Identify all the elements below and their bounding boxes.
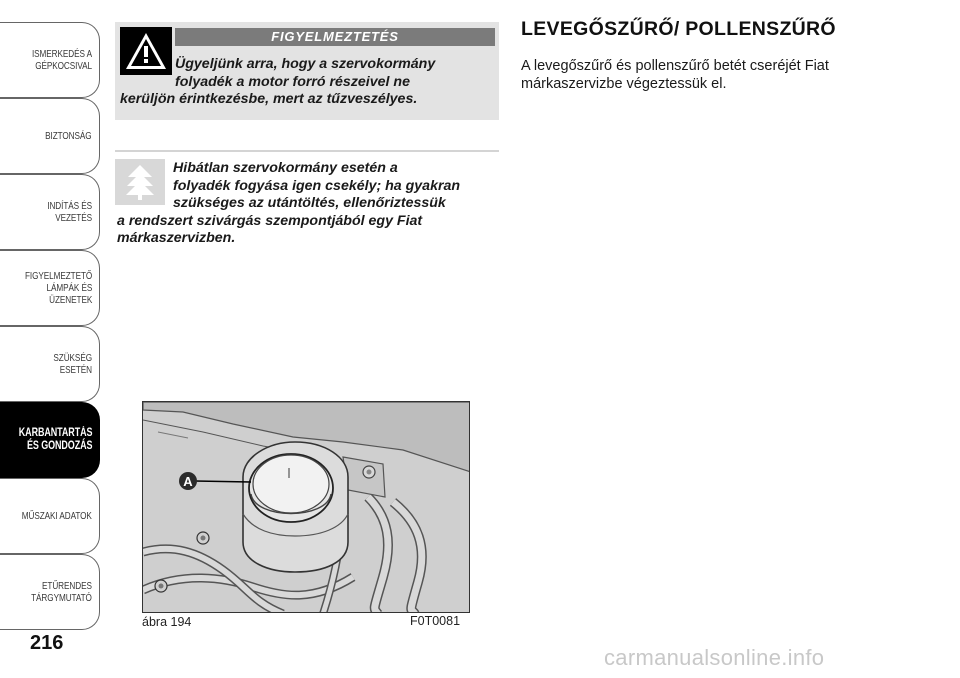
eco-line: szükséges az utántöltés, ellenőriztessük	[173, 195, 446, 211]
eco-line: a rendszert szivárgás szempontjából egy Fiat	[117, 212, 423, 229]
tab-label: BIZTONSÁG	[45, 130, 92, 142]
tab-label: ISMERKEDÉS A GÉPKOCSIVAL	[31, 48, 92, 72]
tab-muszaki-adatok[interactable]	[0, 478, 100, 554]
tab-targymutato[interactable]	[0, 554, 100, 630]
figure-caption: ábra 194	[142, 615, 192, 629]
divider	[115, 150, 499, 152]
tab-figyelmezteto-lampak[interactable]	[0, 250, 100, 326]
figure-code: F0T0081	[410, 614, 461, 628]
engine-reservoir-figure	[142, 401, 470, 613]
eco-line: Hibátlan szervokormány esetén a	[173, 160, 398, 176]
eco-line: márkaszervizben.	[117, 230, 236, 246]
tab-inditas-es-vezetes[interactable]	[0, 174, 100, 250]
tab-label: MŰSZAKI ADATOK	[21, 510, 92, 522]
eco-line: folyadék fogyása igen csekély; ha gyakran	[173, 177, 461, 194]
section-title: LEVEGŐSZŰRŐ/ POLLENSZŰRŐ	[521, 18, 836, 40]
tab-label: INDÍTÁS ÉS VEZETÉS	[47, 200, 92, 224]
warning-line: kerüljön érintkezésbe, mert az tűzveszélyes.	[120, 91, 418, 107]
tab-ismerkedes[interactable]	[0, 22, 100, 98]
tab-karbantartas-active[interactable]	[0, 402, 100, 478]
section-body: A levegőszűrő és pollenszűrő betét cseréjét Fiat márkaszervizbe végeztessük el.	[521, 58, 829, 92]
tab-label: SZÜKSÉG ESETÉN	[53, 352, 92, 376]
tab-biztonsag[interactable]	[0, 98, 100, 174]
tab-label: ETŰRENDES TÁRGYMUTATÓ	[31, 580, 92, 604]
reservoir-illustration	[143, 402, 470, 613]
warning-header: FIGYELMEZTETÉS	[175, 28, 495, 46]
eco-note-text	[117, 160, 499, 248]
tab-label: FIGYELMEZTETŐ LÁMPÁK ÉS ÜZENETEK	[24, 270, 92, 306]
tab-label: KARBANTARTÁS ÉS GONDOZÁS	[18, 427, 92, 452]
warning-line: folyadék a motor forró részeivel ne	[175, 73, 410, 90]
tab-szukseg-eseten[interactable]	[0, 326, 100, 402]
callout-label-a: A	[183, 474, 193, 489]
warning-text	[120, 56, 492, 109]
page-number: 216	[30, 632, 64, 654]
chapter-tabs	[0, 22, 100, 628]
warning-line: Ügyeljünk arra, hogy a szervokormány	[175, 56, 436, 72]
watermark: carmanualsonline.info	[604, 645, 825, 670]
